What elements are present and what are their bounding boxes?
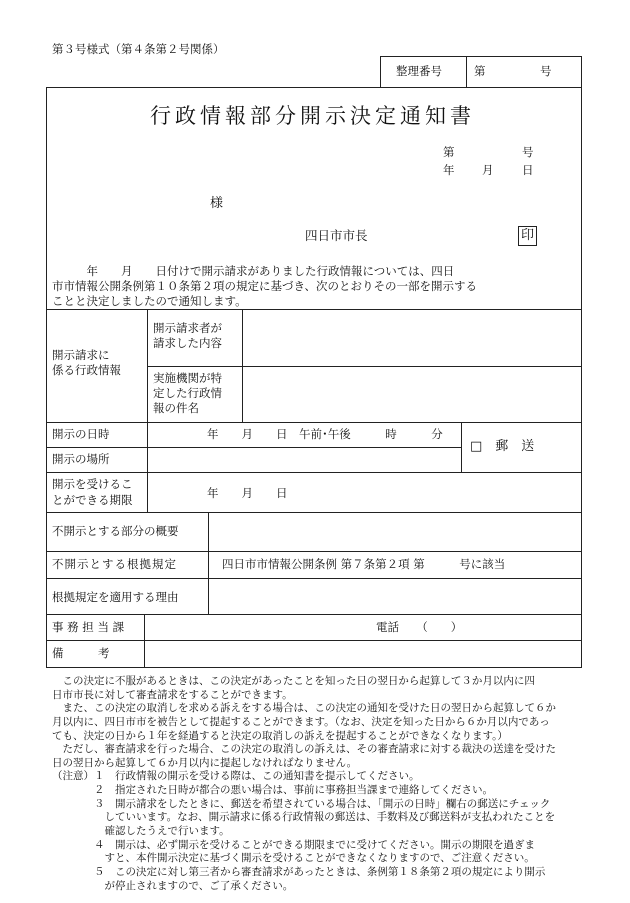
intro-line-3: ことと決定しましたので通知します。 bbox=[52, 294, 247, 308]
requested-label-2: 請求した内容 bbox=[153, 336, 222, 350]
form-number: 第３号様式（第４条第２号関係） bbox=[52, 42, 225, 56]
note-line: すと、本件開示決定に基づく開示を受けることができなくなりますので、ご注意ください。 bbox=[52, 852, 535, 865]
doc-date-month: 月 bbox=[482, 163, 494, 177]
seal-mark: 印 bbox=[518, 226, 537, 246]
mail-option-checkbox[interactable]: □ 郵 送 bbox=[470, 439, 535, 454]
note-line: が停止されますので、ご了承ください。 bbox=[52, 879, 294, 892]
note-line: 日市市長に対して審査請求をすることができます。 bbox=[52, 688, 293, 701]
sender-name: 四日市市長 bbox=[305, 228, 368, 243]
phone-label: 電話 （ ） bbox=[376, 620, 463, 634]
reference-number-label: 整理番号 bbox=[396, 64, 442, 78]
note-line: 確認したうえで行います。 bbox=[52, 825, 230, 838]
note-line: ただし、審査請求を行った場合、この決定の取消しの訴えは、その審査請求に対する裁決の送達を受けた bbox=[52, 743, 556, 756]
doc-number-go: 号 bbox=[522, 145, 534, 159]
identified-label-3: 報の件名 bbox=[153, 401, 199, 415]
addressee-suffix: 様 bbox=[210, 196, 224, 211]
doc-date-day: 日 bbox=[522, 163, 534, 177]
place-label: 開示の場所 bbox=[52, 452, 110, 466]
doc-date-year: 年 bbox=[443, 163, 455, 177]
note-line: ４ 開示は、必ず開示を受けることができる期限までに受けてください。開示の期限を過ぎま bbox=[52, 838, 535, 851]
requested-label-1: 開示請求者が bbox=[153, 321, 222, 335]
reference-go: 号 bbox=[540, 64, 552, 78]
note-line: していいます。なお、開示請求に係る行政情報の郵送は、手数料及び郵送料が支払われたことを bbox=[52, 811, 556, 824]
info-group-label-1: 開示請求に bbox=[52, 348, 110, 362]
summary-label: 不開示とする部分の概要 bbox=[52, 524, 179, 538]
identified-label-1: 実施機関が特 bbox=[153, 371, 222, 385]
doc-number-dai: 第 bbox=[443, 145, 455, 159]
note-line: （注意）１ 行政情報の開示を受ける際は、この通知書を提示してください。 bbox=[52, 770, 420, 783]
note-line: また、この決定の取消しを求める訴えをする場合は、この決定の通知を受けた日の翌日から起算して６か bbox=[52, 702, 556, 715]
reference-dai: 第 bbox=[474, 64, 486, 78]
note-line: ５ この決定に対し第三者から審査請求があったときは、条例第１８条第２項の規定により開示 bbox=[52, 865, 546, 878]
reason-label: 根拠規定を適用する理由 bbox=[52, 590, 179, 604]
deadline-value: 年 月 日 bbox=[207, 486, 288, 500]
office-label: 事 務 担 当 課 bbox=[52, 620, 125, 634]
remarks-label: 備 考 bbox=[52, 646, 110, 660]
note-line: この決定に不服があるときは、この決定があったことを知った日の翌日から起算して３か月以内に四 bbox=[52, 675, 535, 687]
document-title: 行政情報部分開示決定通知書 bbox=[150, 104, 475, 128]
datetime-label: 開示の日時 bbox=[52, 427, 110, 441]
deadline-label-1: 開示を受けるこ bbox=[52, 477, 133, 491]
intro-line-1: 年 月 日付けで開示請求がありました行政情報については、四日 bbox=[52, 264, 455, 278]
basis-label: 不開示とする根拠規定 bbox=[52, 557, 177, 571]
note-line: ても、決定の日から１年を経過すると決定の取消しの訴えを提起することができなくなります。） bbox=[52, 729, 508, 742]
note-line: ２ 指定された日時が都合の悪い場合は、事前に事務担当課まで連絡してください。 bbox=[52, 784, 493, 797]
datetime-value: 年 月 日 午前･午後 時 分 bbox=[207, 427, 443, 441]
basis-value: 四日市市情報公開条例 第７条第２項 第 号に該当 bbox=[222, 557, 506, 571]
notes-block bbox=[52, 675, 580, 893]
note-line: 月以内に、四日市市を被告として提起することができます。（なお、決定を知った日から６か月以内であっ bbox=[52, 715, 550, 728]
intro-line-2: 市市情報公開条例第１０条第２項の規定に基づき、次のとおりその一部を開示する bbox=[52, 279, 478, 293]
note-line: 日の翌日から起算して６か月以内に提起しなければなりません。 bbox=[52, 756, 358, 769]
identified-label-2: 定した行政情 bbox=[153, 386, 222, 400]
deadline-label-2: とができる期限 bbox=[52, 493, 133, 507]
info-group-label-2: 係る行政情報 bbox=[52, 363, 121, 377]
note-line: ３ 開示請求をしたときに、郵送を希望されている場合は、「開示の日時」欄右の郵送にチェック bbox=[52, 797, 551, 810]
